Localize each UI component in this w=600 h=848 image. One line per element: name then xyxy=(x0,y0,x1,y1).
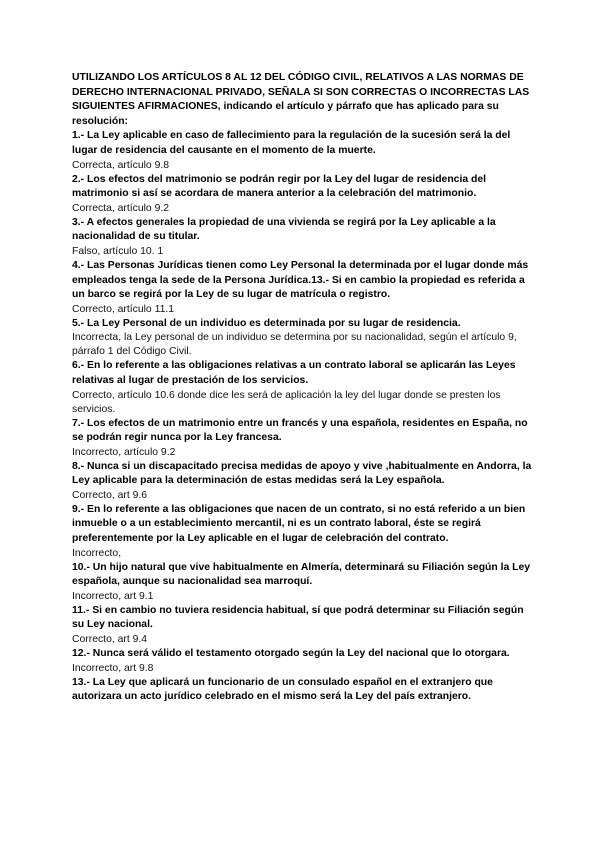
list-item-4 xyxy=(72,259,532,317)
list-item-9 xyxy=(72,503,532,561)
question-text: 11.- Si en cambio no tuviera residencia habitual, sí que podrá determinar su Filiación según su Ley nacional. xyxy=(72,604,524,631)
question-text: 7.- Los efectos de un matrimonio entre un francés y una española, residentes en España, no se podrán regir nunca por la Ley francesa. xyxy=(72,417,528,444)
question-text: 2.- Los efectos del matrimonio se podrán regir por la Ley del lugar de residencia del matrimonio si así se acordara de manera anterior a la celebración del matrimonio. xyxy=(72,173,487,200)
answer-text: Correcto, art 9.4 xyxy=(72,634,148,646)
question-text: 3.- A efectos generales la propiedad de una vivienda se regirá por la Ley aplicable a la nacionalidad de su titular. xyxy=(72,216,496,243)
list-item-6 xyxy=(72,359,532,416)
answer-text: Incorrecto, artículo 9.2 xyxy=(72,446,176,458)
question-text: 1.- La Ley aplicable en caso de fallecimiento para la regulación de la sucesión será la del lugar de residencia del causante en el momento de la muerte. xyxy=(72,130,511,156)
answer-text: Falso, artículo 10. 1 xyxy=(72,245,164,257)
question-text: 4.- Las Personas Jurídicas tienen como Ley Personal la determinada por el lugar donde más empleados tenga la sede de la Persona Jurídica.13.- Si en cambio la propiedad es referida a un barco se regirá por la Ley de su lugar de matrícula o registro. xyxy=(72,259,529,301)
question-text: 9.- En lo referente a las obligaciones que nacen de un contrato, si no está referido a un bien inmueble o a un establecimiento mercantil, ni es un contrato laboral, éste se regirá preferentemente por la Ley aplicable en el lugar de celebración del contrato. xyxy=(72,503,526,545)
list-item-11 xyxy=(72,604,532,647)
list-item-5 xyxy=(72,317,532,360)
question-text: 5.- La Ley Personal de un individuo es determinada por su lugar de residencia. xyxy=(72,317,461,329)
answer-text: Incorrecto, art 9.8 xyxy=(72,662,154,674)
answer-text: Correcta, artículo 9.2 xyxy=(72,202,170,214)
answer-text: Correcto, artículo 10.6 donde dice les será de aplicación la ley del lugar donde se presten los servicios. xyxy=(72,389,501,415)
answer-text: Correcto, artículo 11.1 xyxy=(72,303,175,315)
question-text: 13.- La Ley que aplicará un funcionario de un consulado español en el extranjero que autorizara un acto jurídico celebrado en el mismo será la Ley del país extranjero. xyxy=(72,676,493,703)
list-item-13 xyxy=(72,676,532,705)
list-item-3 xyxy=(72,216,532,259)
document-page xyxy=(72,71,532,705)
list-item-7 xyxy=(72,417,532,460)
answer-text: Correcta, artículo 9.8 xyxy=(72,159,170,171)
answer-text: Incorrecto, art 9.1 xyxy=(72,590,154,602)
list-item-10 xyxy=(72,561,532,604)
answer-text: Correcto, art 9.6 xyxy=(72,489,148,501)
question-text: 6.- En lo referente a las obligaciones relativas a un contrato laboral se aplicarán las Leyes relativas al lugar de prestación de los servicios. xyxy=(72,360,516,386)
question-text: 8.- Nunca si un discapacitado precisa medidas de apoyo y vive ,habitualmente en Andorra, la Ley aplicable para la determinación de estas medidas será la Ley española. xyxy=(72,460,532,487)
list-item-12 xyxy=(72,647,532,676)
question-text: 10.- Un hijo natural que vive habitualmente en Almería, determinará su Filiación según la Ley española, aunque su nacionalidad sea marroquí. xyxy=(72,561,531,588)
answer-text: Incorrecto, xyxy=(72,547,122,559)
list-item-1 xyxy=(72,129,532,172)
list-item-8 xyxy=(72,460,532,503)
answer-text: Incorrecta, la Ley personal de un individuo se determina por su nacionalidad, según el artículo 9, párrafo 1 del Código Civil. xyxy=(72,332,517,358)
list-item-2 xyxy=(72,173,532,216)
question-text: 12.- Nunca será válido el testamento otorgado según la Ley del nacional que lo otorgara. xyxy=(72,648,510,660)
document-heading: UTILIZANDO LOS ARTÍCULOS 8 AL 12 DEL CÓDIGO CIVIL, RELATIVOS A LAS NORMAS DE DERECHO INTERNACIONAL PRIVADO, SEÑALA SI SON CORRECTAS O INCORRECTAS LAS SIGUIENTES AFIRMACIONES, indicando el artículo y párrafo que has aplicado para su resolución: xyxy=(72,72,530,127)
